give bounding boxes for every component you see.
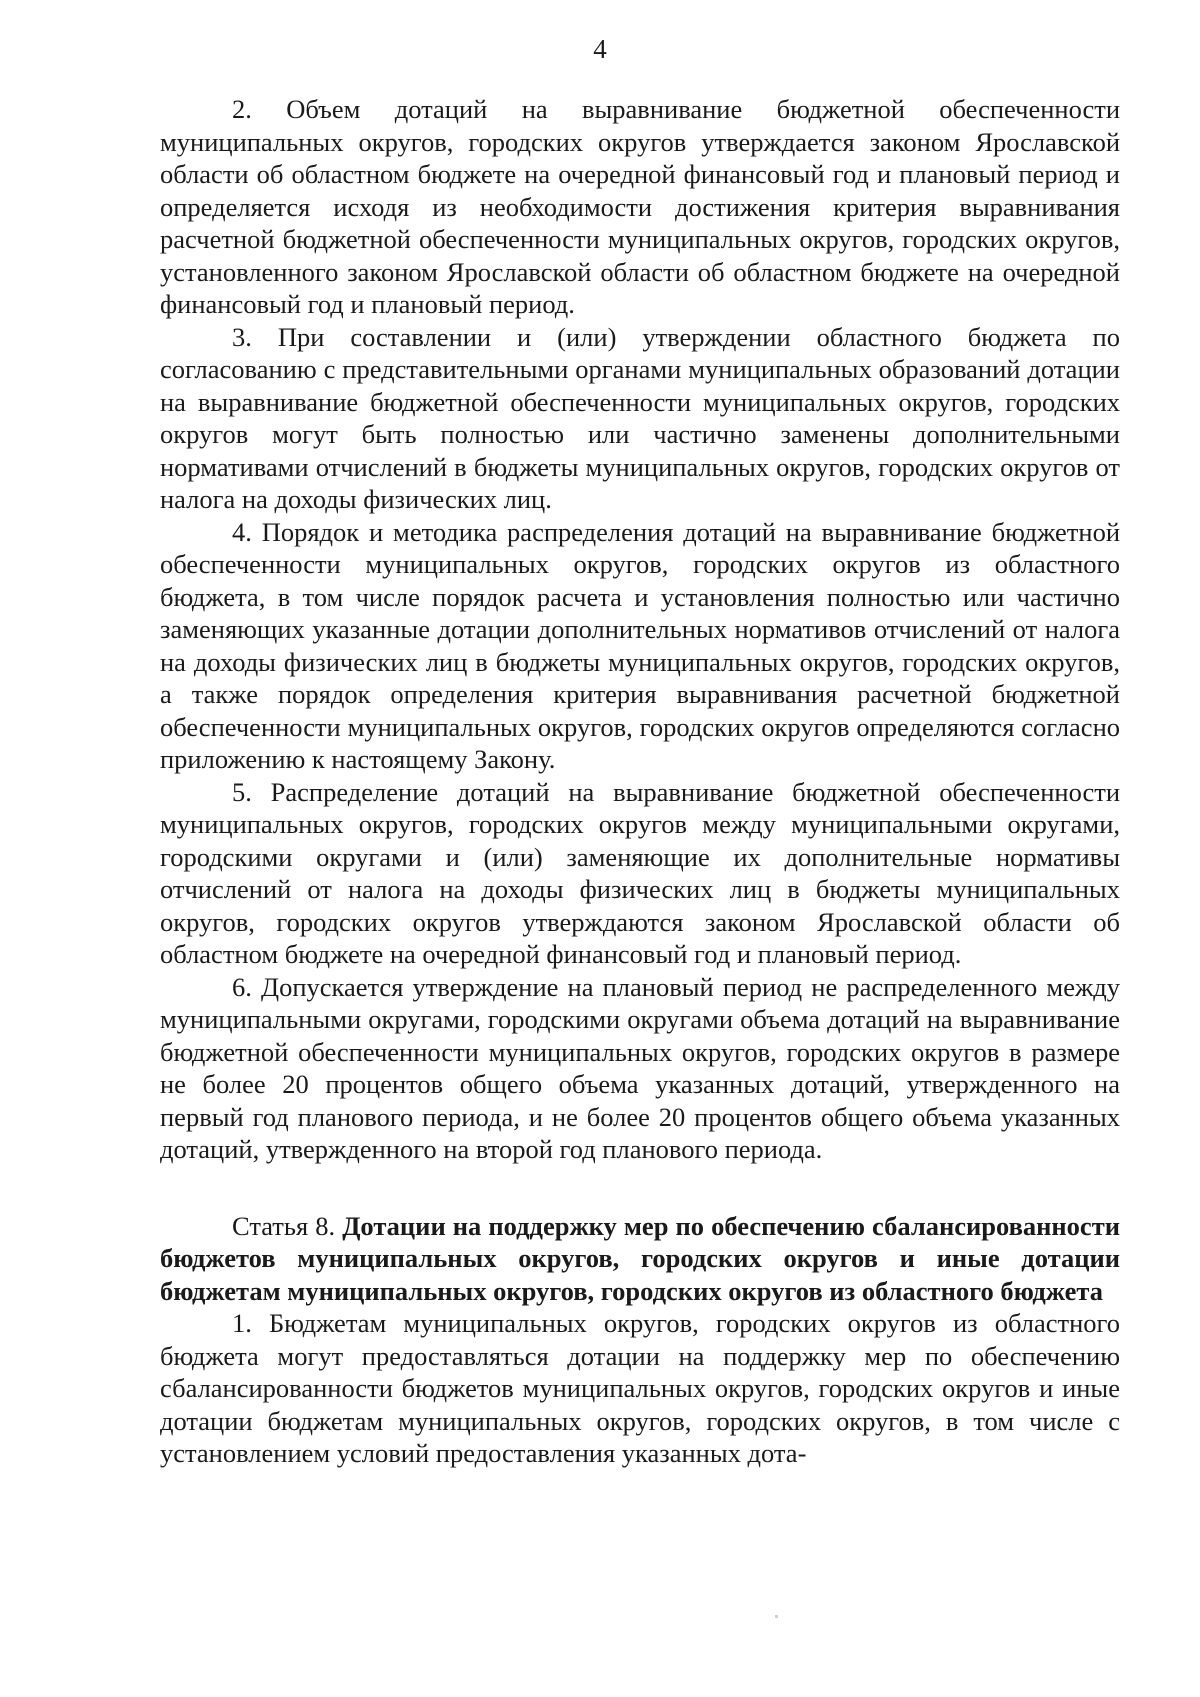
paragraph-5: 5. Распределение дотаций на выравнивание бюджетной обеспеченности муниципальных округов, городских округов между муниципальными округами, городскими округами и (или) заменяющие их дополнительные нормативы отчислений от налога на доходы физических лиц в бюджеты муниципальных округов, городских округов утверждаются законом Ярославской области об областном бюджете на очередной финансовый год и плановый период. xyxy=(160,776,1120,969)
paragraph-4: 4. Порядок и методика распределения дотаций на выравнивание бюджетной обеспеченности муниципальных округов, городских округов из областного бюджета, в том числе порядок расчета и установления полностью или частично заменяющих указанные дотации дополнительных нормативов отчислений от налога на доходы физических лиц в бюджеты муниципальных округов, городских округов, а также порядок определения критерия выравнивания расчетной бюджетной обеспеченности муниципальных округов, городских округов определяются согласно приложению к настоящему Закону. xyxy=(160,516,1120,774)
paragraph-6: 6. Допускается утверждение на плановый период не распределенного между муниципальными округами, городскими округами объема дотаций на выравнивание бюджетной обеспеченности муниципальных округов, городских округов в размере не более 20 процентов общего объема указанных дотаций, утвержденного на первый год планового периода, и не более 20 процентов общего объема указанных дотаций, утвержденного на второй год планового периода. xyxy=(160,971,1120,1164)
article-8-heading xyxy=(160,1210,1120,1308)
article-8-paragraph-1: 1. Бюджетам муниципальных округов, городских округов из областного бюджета могут предоставляться дотации на поддержку мер по обеспечению сбалансированности бюджетов муниципальных округов, городских округов и иные дотации бюджетам муниципальных округов, городских округов, в том числе с установлением условий предоставления указанных дота- xyxy=(160,1308,1120,1468)
paragraph-3: 3. При составлении и (или) утверждении областного бюджета по согласованию с представительными органами муниципальных образований дотации на выравнивание бюджетной обеспеченности муниципальных округов, городских округов могут быть полностью или частично заменены дополнительными нормативами отчислений в бюджеты муниципальных округов, городских округов от налога на доходы физических лиц. xyxy=(160,321,1120,514)
article-8-title: Дотации на поддержку мер по обеспечению сбалансированности бюджетов муниципальных округов, городских округов и иные дотации бюджетам муниципальных округов, городских округов из областного бюджета xyxy=(160,1210,1120,1306)
article-8-number: Статья 8. xyxy=(232,1210,336,1241)
page-number: 4 xyxy=(593,34,607,64)
scan-speck xyxy=(775,1615,778,1618)
paragraph-2: 2. Объем дотаций на выравнивание бюджетной обеспеченности муниципальных округов, городских округов утверждается законом Ярославской области об областном бюджете на очередной финансовый год и плановый период и определяется исходя из необходимости достижения критерия выравнивания расчетной бюджетной обеспеченности муниципальных округов, городских округов, установленного законом Ярославской области об областном бюджете на очередной финансовый год и плановый период. xyxy=(160,94,1120,319)
document-body xyxy=(160,93,1120,1470)
